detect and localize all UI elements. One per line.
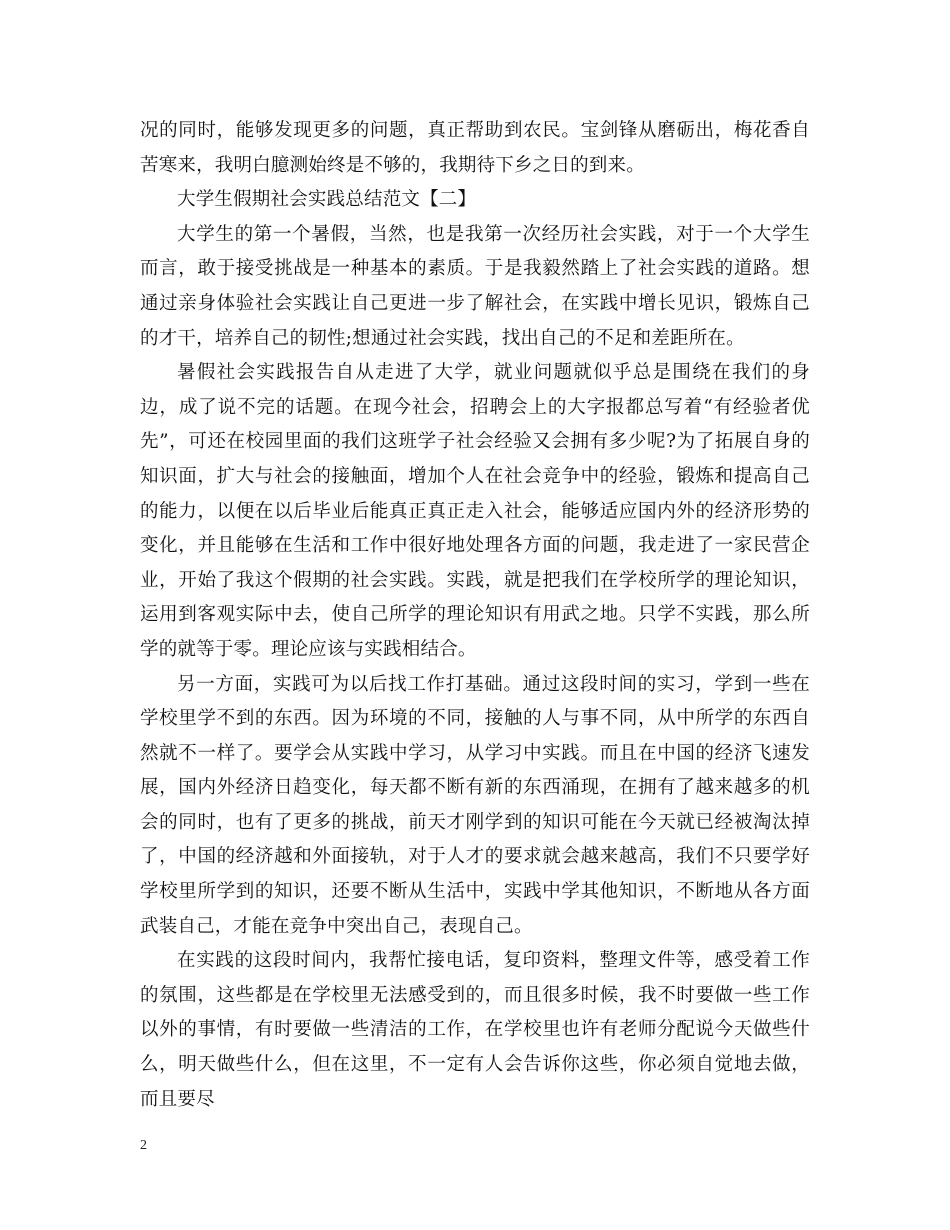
paragraph: 另一方面，实践可为以后找工作打基础。通过这段时间的实习，学到一些在学校里学不到的东西。因为环境的不同，接触的人与事不同，从中所学的东西自然就不一样了。要学会从实践中学习，从学习中实践。而且在中国的经济飞速发展，国内外经济日趋变化，每天都不断有新的东西涌现，在拥有了越来越多的机会的同时，也有了更多的挑战，前天才刚学到的知识可能在今天就已经被淘汰掉了，中国的经济越和外面接轨，对于人才的要求就会越来越高，我们不只要学好学校里所学到的知识，还要不断从生活中，实践中学其他知识，不断地从各方面武装自己，才能在竞争中突出自己，表现自己。 — [140, 673, 810, 937]
paragraph: 暑假社会实践报告自从走进了大学，就业问题就似乎总是围绕在我们的身边，成了说不完的话题。在现今社会，招聘会上的大字报都总写着“有经验者优先”，可还在校园里面的我们这班学子社会经验又会拥有多少呢?为了拓展自身的知识面，扩大与社会的接触面，增加个人在社会竞争中的经验，锻炼和提高自己的能力，以便在以后毕业后能真正真正走入社会，能够适应国内外的经济形势的变化，并且能够在生活和工作中很好地处理各方面的问题，我走进了一家民营企业，开始了我这个假期的社会实践。实践，就是把我们在学校所学的理论知识，运用到客观实际中去，使自己所学的理论知识有用武之地。只学不实践，那么所学的就等于零。理论应该与实践相结合。 — [140, 362, 810, 660]
paragraph: 在实践的这段时间内，我帮忙接电话，复印资料，整理文件等，感受着工作的氛围，这些都是在学校里无法感受到的，而且很多时候，我不时要做一些工作以外的事情，有时要做一些清洁的工作，在学校里也许有老师分配说今天做些什么，明天做些什么，但在这里，不一定有人会告诉你这些，你必须自觉地去做，而且要尽 — [140, 950, 810, 1110]
paragraph-continuation: 况的同时，能够发现更多的问题，真正帮助到农民。宝剑锋从磨砺出，梅花香自苦寒来，我明白臆测始终是不够的，我期待下乡之日的到来。 — [140, 120, 810, 176]
paragraph: 大学生的第一个暑假，当然，也是我第一次经历社会实践，对于一个大学生而言，敢于接受挑战是一种基本的素质。于是我毅然踏上了社会实践的道路。想通过亲身体验社会实践让自己更进一步了解社会，在实践中增长见识，锻炼自己的才干，培养自己的韧性;想通过社会实践，找出自己的不足和差距所在。 — [140, 223, 810, 349]
section-heading: 大学生假期社会实践总结范文【二】 — [177, 189, 477, 211]
document-body — [140, 114, 810, 1117]
page-number: 2 — [140, 1138, 147, 1153]
